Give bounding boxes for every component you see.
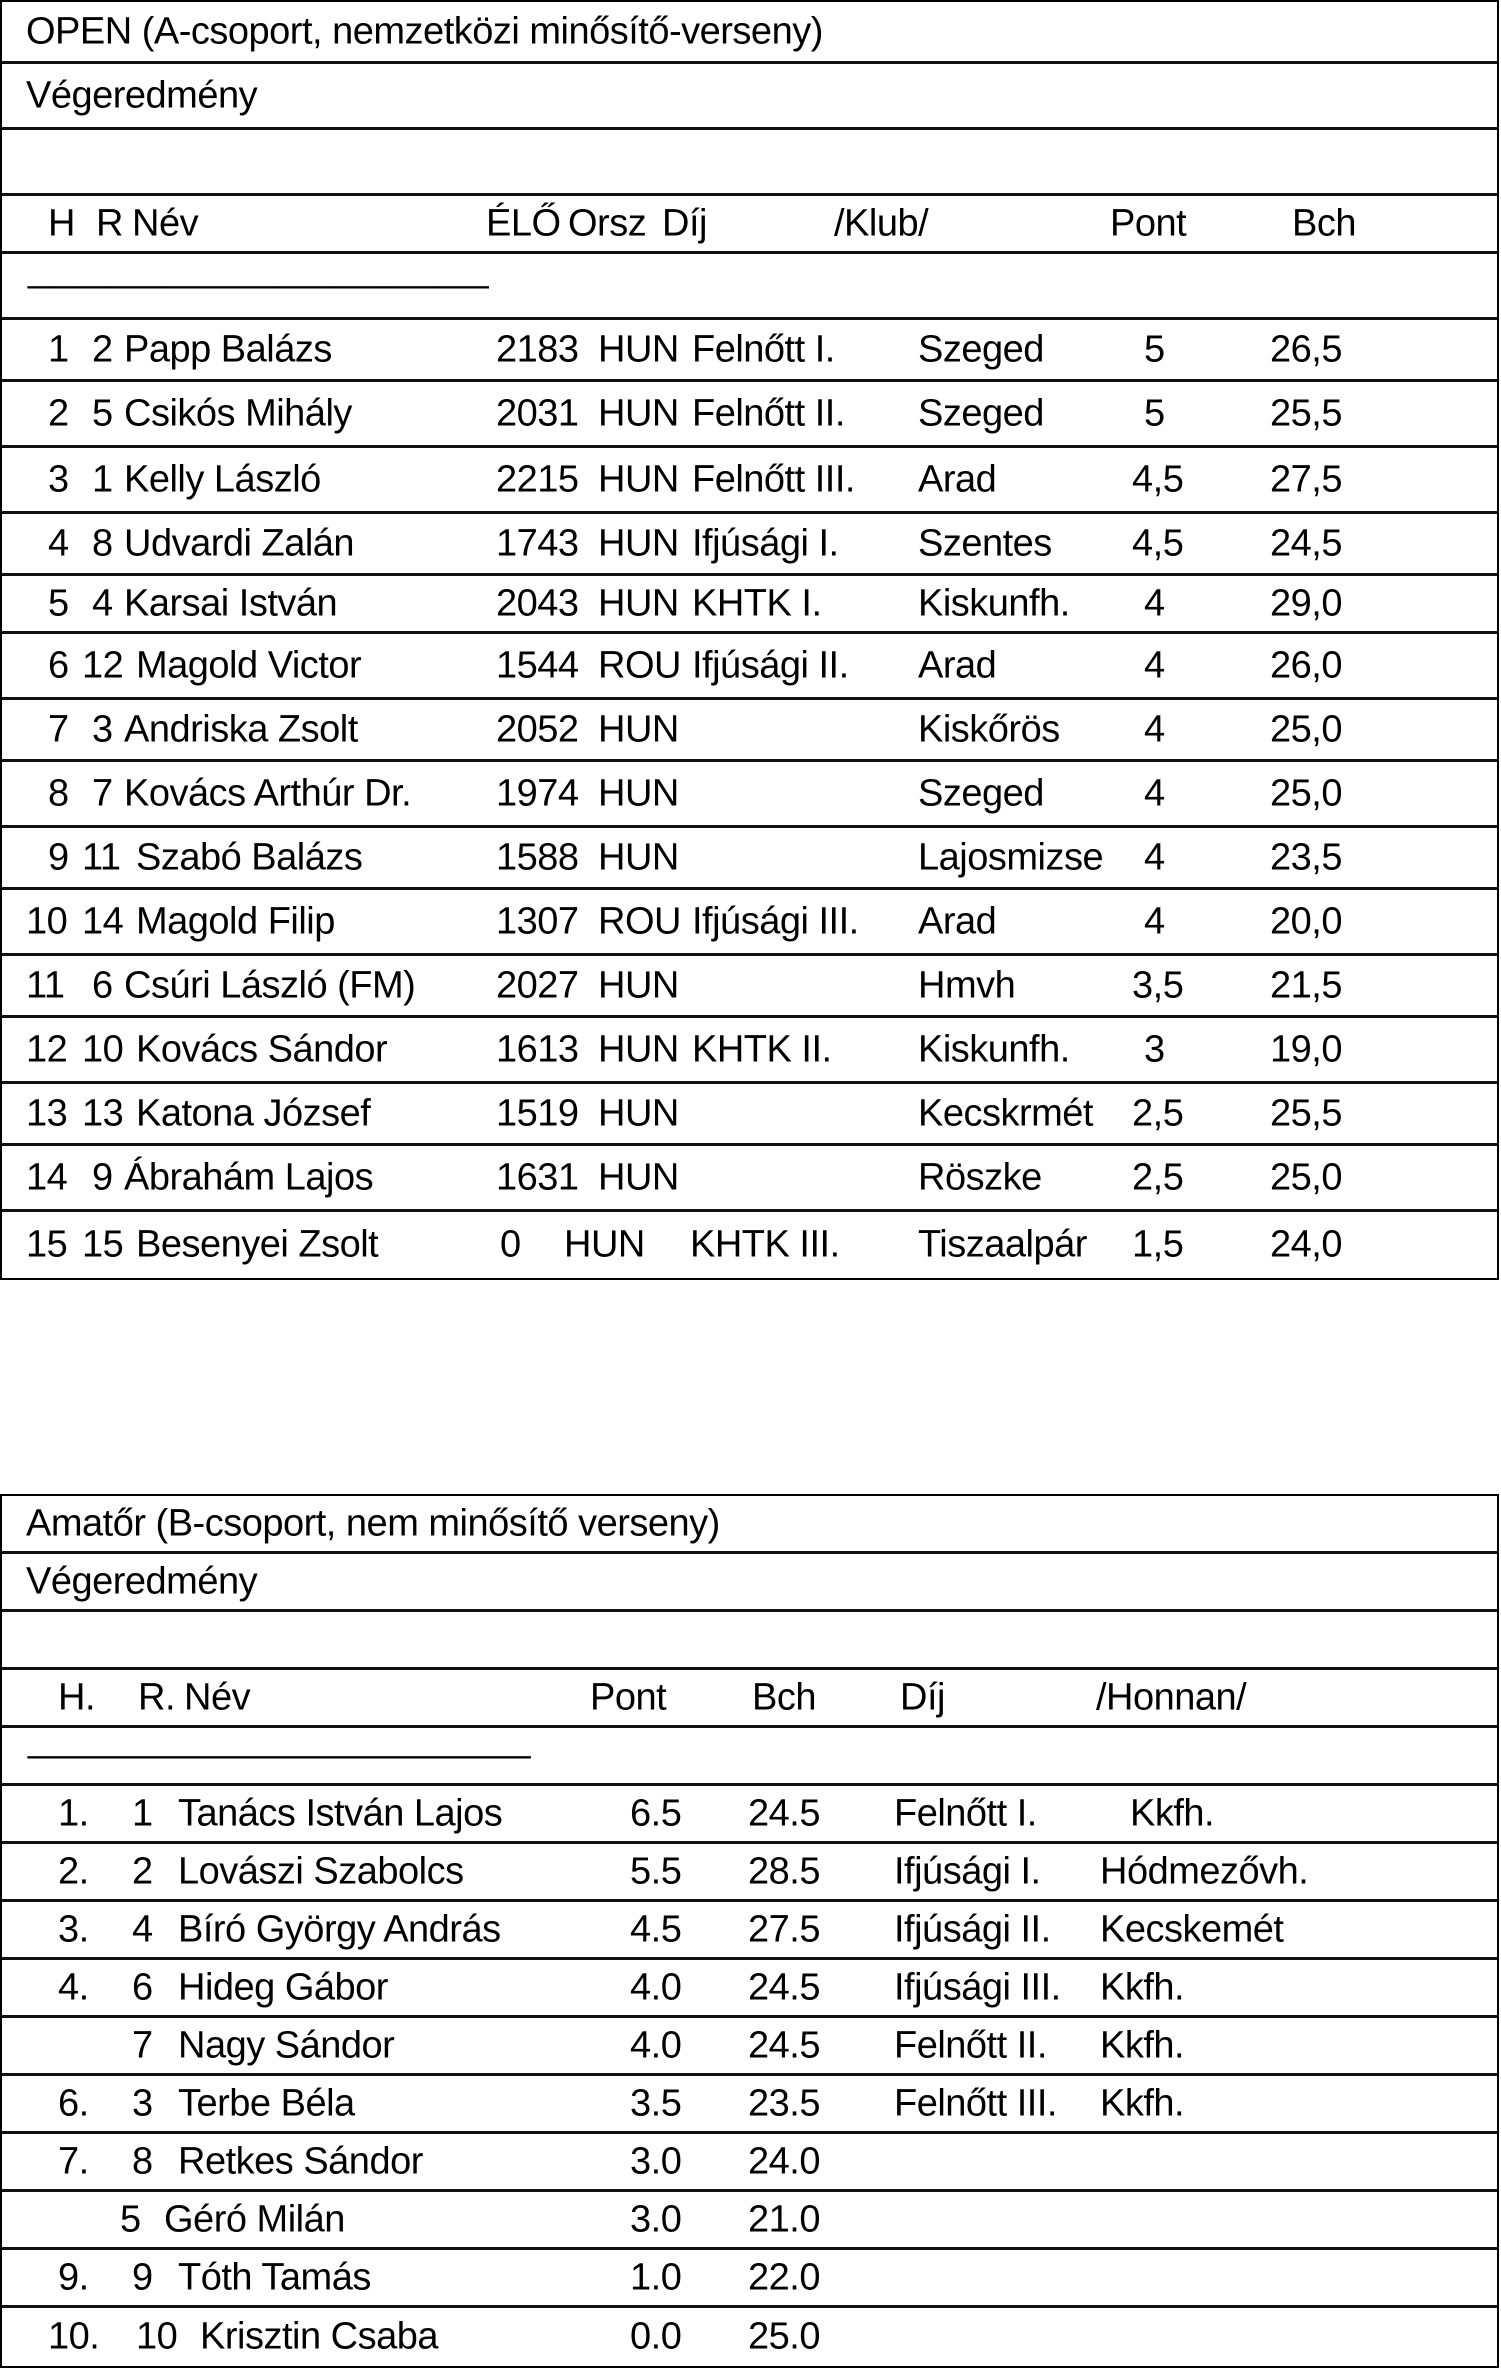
cell-h: 10 xyxy=(26,900,68,942)
amator-subtitle-row xyxy=(2,1554,1497,1612)
cell-pont: 4,5 xyxy=(1132,522,1184,564)
cell-h: 10. xyxy=(48,2315,100,2358)
cell-name: Krisztin Csaba xyxy=(200,2315,438,2358)
cell-name: Karsai István xyxy=(124,582,338,624)
cell-h: 1 xyxy=(48,328,69,370)
cell-r: 1 xyxy=(92,458,113,500)
cell-honnan: Kkfh. xyxy=(1100,2024,1185,2066)
col-header-r: R. xyxy=(138,1676,175,1718)
cell-name: Magold Victor xyxy=(136,644,362,686)
cell-name: Kovács Arthúr Dr. xyxy=(124,772,412,814)
cell-elo: 2052 xyxy=(496,708,579,750)
cell-r: 3 xyxy=(92,708,113,750)
cell-dij: Felnőtt III. xyxy=(692,458,855,500)
cell-orsz: ROU xyxy=(598,900,681,942)
cell-elo: 2043 xyxy=(496,582,579,624)
cell-name: Géró Milán xyxy=(164,2198,345,2240)
open-subtitle-row xyxy=(2,64,1497,130)
cell-klub: Tiszaalpár xyxy=(918,1223,1087,1266)
cell-pont: 4 xyxy=(1144,836,1165,878)
cell-pont: 2,5 xyxy=(1132,1156,1184,1198)
cell-elo: 2215 xyxy=(496,458,579,500)
cell-dij: Ifjúsági I. xyxy=(692,522,839,564)
cell-bch: 25,5 xyxy=(1270,1092,1342,1134)
cell-pont: 3.0 xyxy=(630,2198,682,2240)
cell-dij: Felnőtt II. xyxy=(894,2024,1047,2066)
cell-r: 8 xyxy=(132,2140,153,2182)
cell-r: 8 xyxy=(92,522,113,564)
cell-bch: 25,0 xyxy=(1270,708,1342,750)
cell-dij: Felnőtt I. xyxy=(692,328,835,370)
cell-dij: Ifjúsági I. xyxy=(894,1850,1041,1892)
amator-results-table xyxy=(0,1494,1499,2368)
col-header-name: Név xyxy=(184,1676,251,1718)
cell-bch: 24,0 xyxy=(1270,1223,1342,1266)
cell-klub: Röszke xyxy=(918,1156,1042,1198)
table-row xyxy=(2,1146,1497,1212)
cell-name: Terbe Béla xyxy=(178,2082,355,2124)
cell-pont: 3.0 xyxy=(630,2140,682,2182)
table-row xyxy=(2,576,1497,634)
separator-line: ------------------------------------------------------------------------ xyxy=(26,1738,530,1772)
cell-r: 7 xyxy=(132,2024,153,2066)
cell-name: Szabó Balázs xyxy=(136,836,363,878)
cell-pont: 4.5 xyxy=(630,1908,682,1950)
cell-elo: 2031 xyxy=(496,392,579,434)
cell-pont: 3.5 xyxy=(630,2082,682,2124)
cell-bch: 22.0 xyxy=(748,2256,820,2298)
cell-orsz: HUN xyxy=(598,522,679,564)
cell-name: Nagy Sándor xyxy=(178,2024,395,2066)
cell-dij: KHTK III. xyxy=(690,1223,840,1266)
cell-h: 13 xyxy=(26,1092,68,1134)
cell-r: 2 xyxy=(92,328,113,370)
cell-dij: Felnőtt I. xyxy=(894,1792,1037,1834)
col-header-name: Név xyxy=(132,202,199,244)
cell-orsz: HUN xyxy=(598,836,679,878)
cell-r: 11 xyxy=(82,836,121,878)
cell-klub: Arad xyxy=(918,458,997,500)
cell-klub: Szeged xyxy=(918,328,1044,370)
table-row xyxy=(2,448,1497,514)
table-row xyxy=(2,2192,1497,2250)
open-separator-row xyxy=(2,254,1497,320)
cell-orsz: HUN xyxy=(598,392,679,434)
cell-dij: Ifjúsági III. xyxy=(894,1966,1061,2008)
cell-dij: Felnőtt II. xyxy=(692,392,845,434)
cell-pont: 4 xyxy=(1144,582,1165,624)
cell-h: 12 xyxy=(26,1028,68,1070)
col-header-honnan: /Honnan/ xyxy=(1096,1676,1247,1718)
cell-h: 4. xyxy=(58,1966,89,2008)
cell-bch: 24.5 xyxy=(748,1792,820,1834)
cell-klub: Szeged xyxy=(918,392,1044,434)
table-row xyxy=(2,514,1497,576)
amator-separator-row xyxy=(2,1728,1497,1786)
cell-pont: 2,5 xyxy=(1132,1092,1184,1134)
cell-dij: Ifjúsági III. xyxy=(692,900,859,942)
cell-r: 14 xyxy=(82,900,124,942)
table-row xyxy=(2,382,1497,448)
cell-dij: Ifjúsági II. xyxy=(894,1908,1051,1950)
cell-name: Magold Filip xyxy=(136,900,335,942)
cell-r: 1 xyxy=(132,1792,153,1834)
table-row xyxy=(2,634,1497,700)
cell-dij: Felnőtt III. xyxy=(894,2082,1057,2124)
cell-klub: Kiskőrös xyxy=(918,708,1060,750)
cell-h: 7 xyxy=(48,708,69,750)
open-subtitle: Végeredmény xyxy=(26,74,258,116)
cell-name: Tóth Tamás xyxy=(178,2256,371,2298)
open-empty-row xyxy=(2,130,1497,196)
open-header-row xyxy=(2,196,1497,254)
cell-orsz: HUN xyxy=(598,772,679,814)
cell-name: Retkes Sándor xyxy=(178,2140,423,2182)
cell-bch: 25.0 xyxy=(748,2315,820,2358)
cell-r: 6 xyxy=(132,1966,153,2008)
cell-pont: 4 xyxy=(1144,772,1165,814)
open-rows xyxy=(2,320,1497,1278)
cell-orsz: HUN xyxy=(598,1092,679,1134)
cell-orsz: HUN xyxy=(598,708,679,750)
cell-name: Besenyei Zsolt xyxy=(136,1223,379,1266)
col-header-pont: Pont xyxy=(590,1676,667,1718)
cell-honnan: Kkfh. xyxy=(1130,1792,1215,1834)
table-row xyxy=(2,2250,1497,2308)
amator-header-row xyxy=(2,1670,1497,1728)
cell-bch: 19,0 xyxy=(1270,1028,1342,1070)
cell-elo: 1743 xyxy=(496,522,579,564)
col-header-bch: Bch xyxy=(1292,202,1356,244)
col-header-bch: Bch xyxy=(752,1676,816,1718)
cell-dij: KHTK II. xyxy=(692,1028,832,1070)
table-row xyxy=(2,700,1497,762)
cell-honnan: Kkfh. xyxy=(1100,1966,1185,2008)
table-row xyxy=(2,1960,1497,2018)
col-header-dij: Díj xyxy=(900,1676,945,1718)
cell-bch: 24.0 xyxy=(748,2140,820,2182)
cell-orsz: ROU xyxy=(598,644,681,686)
cell-klub: Kiskunfh. xyxy=(918,582,1070,624)
cell-r: 9 xyxy=(132,2256,153,2298)
cell-h: 11 xyxy=(26,964,65,1006)
cell-bch: 27.5 xyxy=(748,1908,820,1950)
col-header-elo: ÉLŐ xyxy=(486,202,561,244)
table-row xyxy=(2,2018,1497,2076)
cell-name: Papp Balázs xyxy=(124,328,332,370)
cell-r: 15 xyxy=(82,1223,124,1266)
cell-name: Hideg Gábor xyxy=(178,1966,388,2008)
cell-bch: 28.5 xyxy=(748,1850,820,1892)
cell-r: 7 xyxy=(92,772,113,814)
cell-orsz: HUN xyxy=(598,964,679,1006)
cell-h: 7. xyxy=(58,2140,89,2182)
cell-klub: Szeged xyxy=(918,772,1044,814)
cell-h: 5 xyxy=(48,582,69,624)
cell-h: 2. xyxy=(58,1850,89,1892)
cell-name: Udvardi Zalán xyxy=(124,522,355,564)
cell-bch: 23.5 xyxy=(748,2082,820,2124)
amator-rows xyxy=(2,1786,1497,2366)
amator-subtitle: Végeredmény xyxy=(26,1560,258,1602)
cell-h: 2 xyxy=(48,392,69,434)
table-row xyxy=(2,2308,1497,2366)
cell-klub: Arad xyxy=(918,644,997,686)
cell-pont: 4 xyxy=(1144,644,1165,686)
cell-pont: 5.5 xyxy=(630,1850,682,1892)
open-title: OPEN (A-csoport, nemzetközi minősítő-verseny) xyxy=(26,10,823,52)
table-row xyxy=(2,1844,1497,1902)
cell-h: 15 xyxy=(26,1223,68,1266)
cell-r: 5 xyxy=(120,2198,141,2240)
cell-r: 10 xyxy=(136,2315,178,2358)
cell-h: 6 xyxy=(48,644,69,686)
cell-orsz: HUN xyxy=(564,1223,645,1266)
cell-r: 5 xyxy=(92,392,113,434)
cell-elo: 1631 xyxy=(496,1156,579,1198)
cell-elo: 0 xyxy=(500,1223,521,1266)
cell-pont: 3,5 xyxy=(1132,964,1184,1006)
cell-orsz: HUN xyxy=(598,458,679,500)
cell-orsz: HUN xyxy=(598,328,679,370)
amator-empty-row xyxy=(2,1612,1497,1670)
cell-name: Katona József xyxy=(136,1092,371,1134)
table-row xyxy=(2,1212,1497,1278)
table-row xyxy=(2,890,1497,956)
table-row xyxy=(2,1084,1497,1146)
cell-orsz: HUN xyxy=(598,582,679,624)
separator-line: ------------------------------------------------------------------ xyxy=(26,268,488,302)
cell-bch: 25,5 xyxy=(1270,392,1342,434)
cell-name: Lovászi Szabolcs xyxy=(178,1850,464,1892)
cell-elo: 1519 xyxy=(496,1092,579,1134)
cell-r: 9 xyxy=(92,1156,113,1198)
cell-name: Kelly László xyxy=(124,458,321,500)
table-row xyxy=(2,828,1497,890)
cell-name: Csikós Mihály xyxy=(124,392,352,434)
col-header-klub: /Klub/ xyxy=(834,202,929,244)
table-row xyxy=(2,2134,1497,2192)
cell-pont: 4,5 xyxy=(1132,458,1184,500)
cell-honnan: Hódmezővh. xyxy=(1100,1850,1309,1892)
open-title-row xyxy=(2,2,1497,64)
cell-elo: 1307 xyxy=(496,900,579,942)
cell-bch: 21,5 xyxy=(1270,964,1342,1006)
cell-bch: 29,0 xyxy=(1270,582,1342,624)
cell-bch: 20,0 xyxy=(1270,900,1342,942)
cell-pont: 4 xyxy=(1144,900,1165,942)
cell-r: 10 xyxy=(82,1028,124,1070)
cell-bch: 27,5 xyxy=(1270,458,1342,500)
cell-pont: 4.0 xyxy=(630,2024,682,2066)
cell-pont: 4.0 xyxy=(630,1966,682,2008)
cell-klub: Arad xyxy=(918,900,997,942)
cell-name: Kovács Sándor xyxy=(136,1028,388,1070)
col-header-pont: Pont xyxy=(1110,202,1187,244)
cell-h: 1. xyxy=(58,1792,89,1834)
cell-elo: 1613 xyxy=(496,1028,579,1070)
table-row xyxy=(2,762,1497,828)
table-row xyxy=(2,2076,1497,2134)
cell-bch: 26,0 xyxy=(1270,644,1342,686)
cell-h: 3 xyxy=(48,458,69,500)
cell-pont: 0.0 xyxy=(630,2315,682,2358)
table-row xyxy=(2,1018,1497,1084)
cell-bch: 24.5 xyxy=(748,2024,820,2066)
cell-elo: 1588 xyxy=(496,836,579,878)
col-header-dij: Díj xyxy=(662,202,707,244)
cell-dij: Ifjúsági II. xyxy=(692,644,849,686)
cell-r: 13 xyxy=(82,1092,124,1134)
cell-klub: Kiskunfh. xyxy=(918,1028,1070,1070)
cell-r: 4 xyxy=(132,1908,153,1950)
cell-h: 9. xyxy=(58,2256,89,2298)
cell-bch: 23,5 xyxy=(1270,836,1342,878)
cell-pont: 6.5 xyxy=(630,1792,682,1834)
cell-bch: 24.5 xyxy=(748,1966,820,2008)
amator-title: Amatőr (B-csoport, nem minősítő verseny) xyxy=(26,1502,720,1544)
cell-bch: 26,5 xyxy=(1270,328,1342,370)
cell-klub: Lajosmizse xyxy=(918,836,1104,878)
table-row xyxy=(2,956,1497,1018)
cell-h: 14 xyxy=(26,1156,68,1198)
cell-h: 3. xyxy=(58,1908,89,1950)
amator-title-row xyxy=(2,1496,1497,1554)
cell-pont: 1.0 xyxy=(630,2256,682,2298)
cell-name: Bíró György András xyxy=(178,1908,501,1950)
cell-h: 8 xyxy=(48,772,69,814)
cell-h: 4 xyxy=(48,522,69,564)
cell-klub: Hmvh xyxy=(918,964,1016,1006)
cell-elo: 2183 xyxy=(496,328,579,370)
col-header-h: H. xyxy=(58,1676,95,1718)
cell-pont: 4 xyxy=(1144,708,1165,750)
cell-bch: 25,0 xyxy=(1270,772,1342,814)
cell-r: 6 xyxy=(92,964,113,1006)
cell-pont: 3 xyxy=(1144,1028,1165,1070)
cell-elo: 2027 xyxy=(496,964,579,1006)
cell-honnan: Kkfh. xyxy=(1100,2082,1185,2124)
cell-pont: 5 xyxy=(1144,392,1165,434)
cell-name: Csúri László (FM) xyxy=(124,964,416,1006)
cell-pont: 5 xyxy=(1144,328,1165,370)
cell-elo: 1974 xyxy=(496,772,579,814)
cell-klub: Kecskrmét xyxy=(918,1092,1093,1134)
cell-klub: Szentes xyxy=(918,522,1052,564)
cell-orsz: HUN xyxy=(598,1028,679,1070)
table-row xyxy=(2,320,1497,382)
cell-elo: 1544 xyxy=(496,644,579,686)
cell-bch: 24,5 xyxy=(1270,522,1342,564)
cell-bch: 21.0 xyxy=(748,2198,820,2240)
cell-honnan: Kecskemét xyxy=(1100,1908,1284,1950)
col-header-orsz: Orsz xyxy=(568,202,647,244)
col-header-h: H xyxy=(48,202,75,244)
cell-h: 6. xyxy=(58,2082,89,2124)
cell-r: 4 xyxy=(92,582,113,624)
cell-dij: KHTK I. xyxy=(692,582,822,624)
cell-r: 12 xyxy=(82,644,124,686)
cell-name: Ábrahám Lajos xyxy=(124,1156,374,1198)
cell-pont: 1,5 xyxy=(1132,1223,1184,1266)
cell-r: 2 xyxy=(132,1850,153,1892)
table-row xyxy=(2,1786,1497,1844)
cell-orsz: HUN xyxy=(598,1156,679,1198)
cell-h: 9 xyxy=(48,836,69,878)
cell-name: Tanács István Lajos xyxy=(178,1792,503,1834)
col-header-r: R xyxy=(96,202,123,244)
table-row xyxy=(2,1902,1497,1960)
cell-bch: 25,0 xyxy=(1270,1156,1342,1198)
cell-name: Andriska Zsolt xyxy=(124,708,358,750)
cell-r: 3 xyxy=(132,2082,153,2124)
